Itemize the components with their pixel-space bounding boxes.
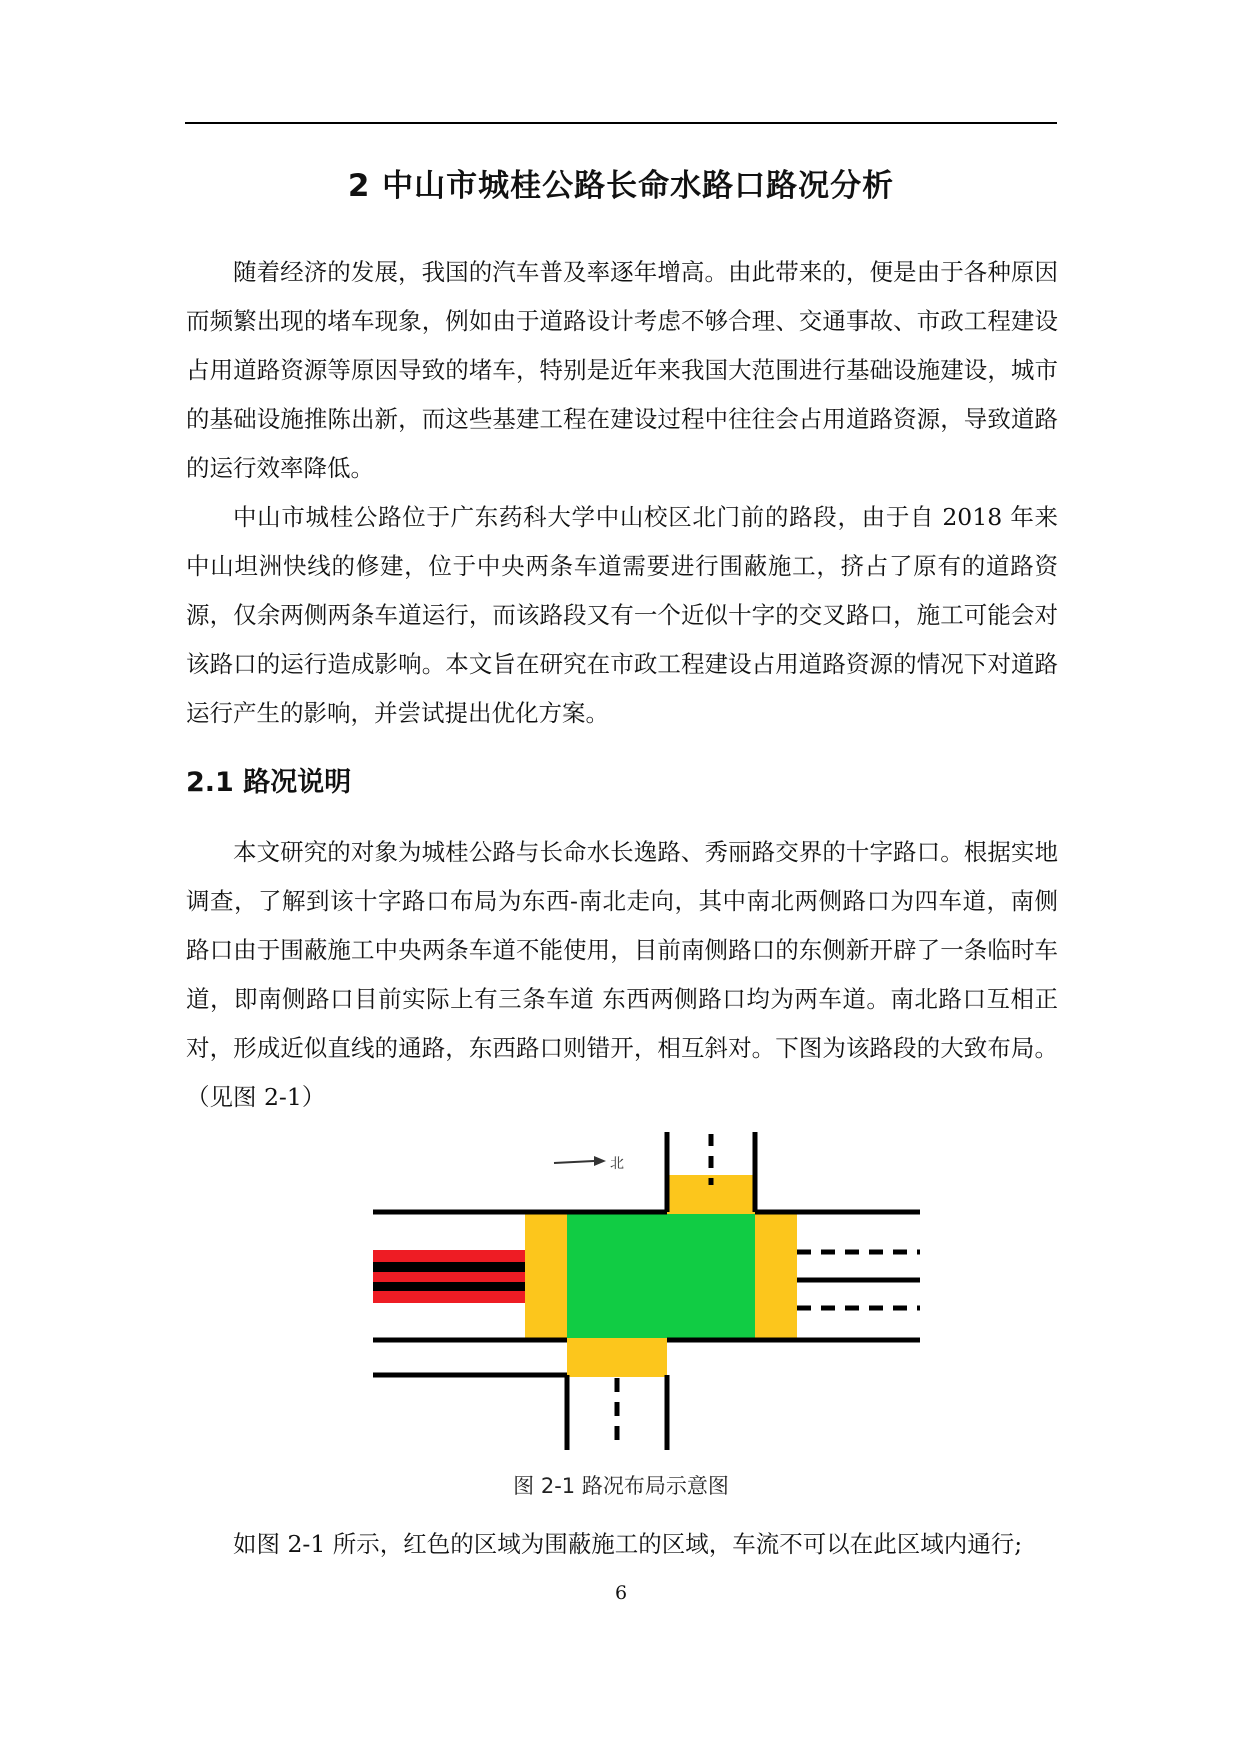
- section-paragraph: 本文研究的对象为城桂公路与长命水长逸路、秀丽路交界的十字路口。根据实地调查，了解到该十字路口布局为东西-南北走向，其中南北两侧路口为四车道，南侧路口由于围蔽施工中央两条车道不能使用，目前南侧路口的东侧新开辟了一条临时车道，即南侧路口目前实际上有三条车道 东西两侧路口均为两车道。南北路口互相正对，形成近似直线的通路，东西路口则错开，相互斜对。下图为该路段的大致布局。（见图 2-1）: [186, 838, 1058, 1111]
- after-figure-text: [186, 1520, 1058, 1569]
- north-arrow: [554, 1156, 606, 1166]
- chapter-title: 2 中山市城桂公路长命水路口路况分析: [347, 168, 895, 204]
- intro-paragraph-1: 随着经济的发展，我国的汽车普及率逐年增高。由此带来的，便是由于各种原因而频繁出现的堵车现象，例如由于道路设计考虑不够合理、交通事故、市政工程建设占用道路资源等原因导致的堵车，特别是近年来我国大范围进行基础设施建设，城市的基础设施推陈出新，而这些基建工程在建设过程中往往会占用道路资源，导致道路的运行效率降低。: [186, 258, 1058, 482]
- south-approach-area: [567, 1335, 667, 1377]
- section-text: [186, 828, 1058, 1122]
- header-rule: [185, 122, 1057, 124]
- after-figure-paragraph: 如图 2-1 所示，红色的区域为围蔽施工的区域，车流不可以在此区域内通行;: [233, 1530, 1023, 1558]
- section-title: 2.1 路况说明: [186, 767, 352, 798]
- page-number: 6: [614, 1582, 628, 1604]
- west-approach-area: [525, 1214, 567, 1338]
- intersection-diagram: [370, 1130, 920, 1450]
- construction-zone: [373, 1250, 533, 1303]
- figure-caption: 图 2-1 路况布局示意图: [513, 1474, 729, 1498]
- east-approach-area: [755, 1214, 797, 1338]
- intersection-area: [567, 1214, 755, 1338]
- intro-paragraph-2: 中山市城桂公路位于广东药科大学中山校区北门前的路段，由于自 2018 年来中山坦洲快线的修建，位于中央两条车道需要进行围蔽施工，挤占了原有的道路资源，仅余两侧两条车道运行，而该路段又有一个近似十字的交叉路口，施工可能会对该路口的运行造成影响。本文旨在研究在市政工程建设占用道路资源的情况下对道路运行产生的影响，并尝试提出优化方案。: [186, 503, 1058, 727]
- intro-text: [186, 248, 1058, 738]
- north-label: 北: [610, 1156, 624, 1172]
